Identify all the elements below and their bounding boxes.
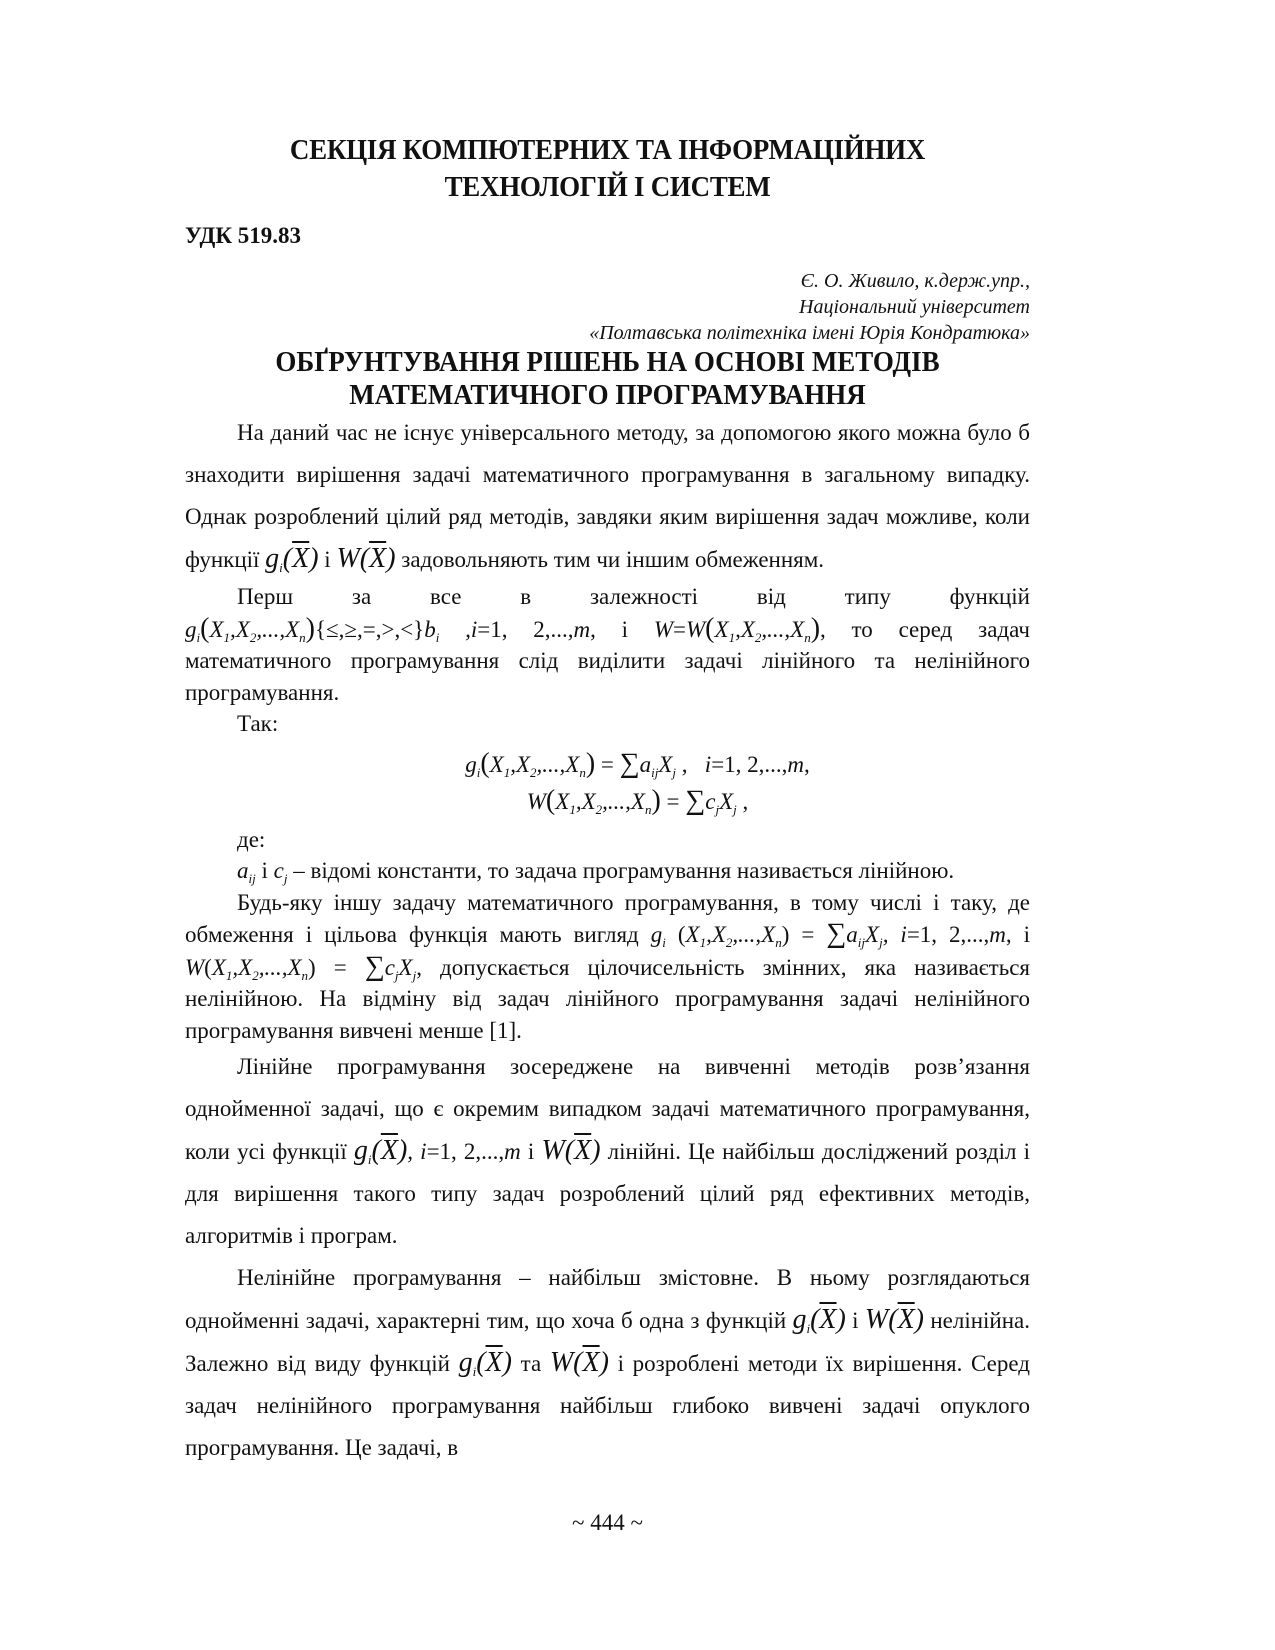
article-title xyxy=(215,346,1001,412)
display-formulas xyxy=(185,746,1030,820)
formula-w-of-x: $W(\overline{X})$ xyxy=(549,1347,609,1378)
text: Перш за все в залежності від типу функцій xyxy=(237,584,1030,609)
text: На даний час не існує універсального методу, за допомогою якого можна було б знаходити вирішення задачі математичного програмування в загальному випадку. Однак розроблений цілий ряд методів, завдяки яким вирішення задач можливе, коли функції xyxy=(185,420,1030,572)
article-body xyxy=(185,412,1030,1469)
formula-w-of-x: $W(\overline{X})$ xyxy=(541,1135,601,1166)
formula-g-of-x: $g_i(\overline{X})$ xyxy=(265,543,319,575)
formula-c-j: $c_j$ xyxy=(273,858,288,886)
text: і xyxy=(261,858,268,883)
text: Лінійне програмування зосереджене на вивченні методів розв’язання однойменної задачі, що є окремим випадком задачі математичного програмування, коли усі функції xyxy=(185,1054,1030,1164)
author-name: Є. О. Живило, к.держ.упр., xyxy=(800,270,1030,292)
section-title-line-1: СЕКЦІЯ КОМПЮТЕРНИХ ТА ІНФОРМАЦІЙНИХ xyxy=(289,134,926,166)
paragraph-1 xyxy=(185,412,1030,581)
paragraph-2 xyxy=(185,581,1030,708)
text: лінійні. Це найбільш досліджений розділ і для вирішення такого типу задач розроблений цілий ряд ефективних методів, алгоритмів і програм. xyxy=(185,1139,1030,1248)
text: , допускається цілочисельність змінних, яка називається нелінійною. На відміну від задач лінійного програмування задачі нелінійного програмування вивчені менше [1]. xyxy=(185,954,1030,1043)
article-title-line-1: ОБҐРУНТУВАННЯ РІШЕНЬ НА ОСНОВІ МЕТОДІВ xyxy=(275,346,940,378)
text: – відомі константи, то задача програмування називається лінійною. xyxy=(287,858,955,883)
formula-w-of-x: $W(\overline{X})$ xyxy=(864,1304,924,1335)
author-affiliation-2: «Полтавська політехніка імені Юрія Кондратюка» xyxy=(589,322,1030,344)
formula-linear-constraint: $g_i(X_1,X_2,...,X_n) = \sum a_{ij}X_j$ , i=1, 2,...,m, xyxy=(465,747,810,780)
text: Будь-яку іншу задачу математичного програмування, в тому числі і таку, де обмеження і цільова функція мають вигляд xyxy=(185,889,1030,947)
author-block xyxy=(589,268,1030,346)
text: і xyxy=(1011,922,1031,947)
text: і xyxy=(845,1308,865,1333)
formula-constraints: $g_i(X_1,X_2,...,X_n)\{\le,\ge,=,>,<\}b_i$ ,i=1, 2,...,m xyxy=(185,612,591,645)
formula-g-of-x: $g_i(\overline{X})$ xyxy=(458,1347,512,1379)
formula-linear-objective: $W(X_1,X_2,...,X_n) = \sum c_jX_j$ , xyxy=(526,784,749,817)
text: і розроблені методи їх вирішення. Серед задач нелінійного програмування найбільш глибоко вивчені задачі опуклого програмування. Це задачі, в xyxy=(185,1351,1030,1460)
text: і xyxy=(520,1139,542,1164)
formula-objective: $W=W(X_1,X_2,...,X_n)$ xyxy=(653,612,821,645)
text: , то серед задач математичного програмування слід виділити задачі лінійного та нелінійного програмування. xyxy=(185,616,1031,705)
formula-a-ij: $a_{ij}$ xyxy=(237,858,256,886)
section-title xyxy=(215,132,1001,206)
udk-code: УДК 519.83 xyxy=(185,223,302,248)
formula-nonlinear-objective: $W(X_1,X_2,...,X_n) = \sum c_jX_j$ xyxy=(185,950,417,983)
text: Нелінійне програмування – найбільш змістовне. В ньому розглядаються однойменні задачі, характерні тим, що хоча б одна з функцій xyxy=(185,1265,1030,1333)
paragraph-8 xyxy=(185,1257,1030,1469)
paragraph-3: Так: xyxy=(237,711,279,736)
article-title-line-2: МАТЕМАТИЧНОГО ПРОГРАМУВАННЯ xyxy=(349,379,866,411)
paragraph-7: Лінійне програмування зосереджене на вивченні методів розв’язання однойменної задачі, що є окремим випадком задачі математичного програмування, коли усі функції $g_i(\overline{X})$, i=1, 2,...,m і $W(\overline{X})$ лінійні. Це найбільш досліджений розділ і для вирішення такого типу задач розроблений цілий ряд ефективних методів, алгоритмів і програм. xyxy=(185,1054,1030,1248)
paragraph-5 xyxy=(185,855,1030,887)
section-title-line-2: ТЕХНОЛОГІЙ І СИСТЕМ xyxy=(444,171,771,203)
formula-nonlinear-constraint: $g_i$ $(X_1,X_2,...,X_n) = \sum a_{ij}X_j$, i=1, 2,...,m, xyxy=(650,918,1012,950)
author-affiliation-1: Національний університет xyxy=(799,296,1030,318)
text: нелінійна. Залежно від виду функцій xyxy=(185,1308,1030,1376)
text: задовольняють тим чи іншим обмеженням. xyxy=(395,547,825,572)
formula-g-of-x: $g_i(\overline{X})$ xyxy=(792,1304,846,1336)
text: та xyxy=(511,1351,550,1376)
page-number: ~ 444 ~ xyxy=(572,1510,643,1535)
paragraph-6 xyxy=(185,887,1030,1047)
text: і xyxy=(318,547,337,572)
formula-w-of-x: $W(\overline{X})$ xyxy=(336,543,396,574)
paragraph-4: де: xyxy=(237,826,266,852)
text: , і xyxy=(590,616,654,642)
formula-g-of-x: $g_i(\overline{X})$ xyxy=(353,1135,408,1167)
